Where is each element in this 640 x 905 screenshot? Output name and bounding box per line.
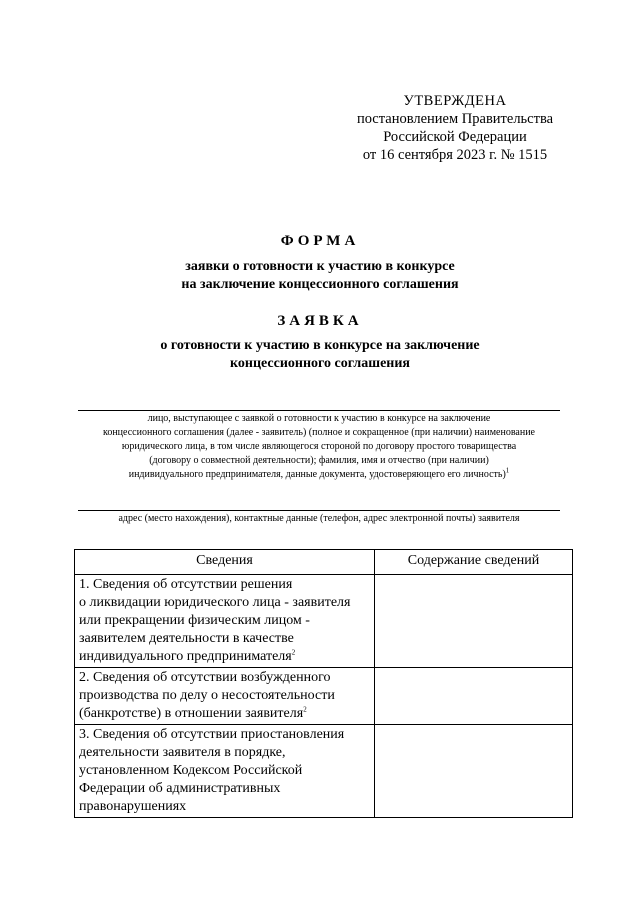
- application-subtitle: [60, 337, 580, 373]
- caption-line: лицо, выступающее с заявкой о готовности к участию в конкурсе на заключение: [147, 413, 491, 424]
- form-subtitle: [60, 258, 580, 294]
- caption-line: (договору о совместной деятельности); фамилия, имя и отчество (при наличии): [149, 455, 489, 466]
- address-field-caption: адрес (место нахождения), контактные данные (телефон, адрес электронной почты) заявителя: [118, 513, 520, 524]
- form-title: ФОРМА: [280, 233, 360, 249]
- caption-line: концессионного соглашения (далее - заявитель) (полное и сокращенное (при наличии) наименование: [102, 427, 535, 438]
- address-field-line[interactable]: [78, 510, 560, 511]
- table-row: [75, 725, 573, 818]
- caption-line: индивидуального предпринимателя, данные документа, удостоверяющего его личность)$^1$: [128, 466, 510, 480]
- information-table: [74, 549, 573, 818]
- applicant-field-line[interactable]: [78, 410, 560, 411]
- table-cell-content[interactable]: [375, 575, 573, 668]
- approval-title: УТВЕРЖДЕНА: [403, 93, 507, 109]
- approval-line: от 16 сентября 2023 г. № 1515: [362, 147, 548, 163]
- table-cell-info: 1. Сведения об отсутствии решения о ликвидации юридического лица - заявителя или прекращении физическим лицом - заявителем деятельности в качестве индивидуального предпринимателя$^2$: [75, 575, 375, 668]
- table-row: [75, 668, 573, 725]
- table-header-cell: Сведения: [75, 550, 375, 575]
- caption-line: юридического лица, в том числе являющегося стороной по договору простого товарищества: [121, 441, 517, 452]
- approval-line: постановлением Правительства: [356, 111, 554, 127]
- footnote-ref: 1: [505, 466, 510, 475]
- approval-line: Российской Федерации: [383, 129, 527, 145]
- table-row: [75, 575, 573, 668]
- table-cell-info: 2. Сведения об отсутствии возбужденного производства по делу о несостоятельности (банкротстве) в отношении заявителя$^2$: [75, 668, 375, 725]
- form-subtitle-line: на заключение концессионного соглашения: [181, 277, 459, 292]
- table-cell-content[interactable]: [375, 725, 573, 818]
- footnote-ref: 2: [303, 705, 307, 714]
- application-subtitle-line: концессионного соглашения: [230, 356, 410, 371]
- application-title: ЗАЯВКА: [277, 313, 363, 329]
- approval-block: [330, 92, 580, 164]
- applicant-field-caption: [78, 412, 560, 482]
- table-cell-content[interactable]: [375, 668, 573, 725]
- footnote-ref: 2: [291, 648, 296, 657]
- table-header-row: [75, 550, 573, 575]
- application-subtitle-line: о готовности к участию в конкурсе на заключение: [160, 338, 480, 353]
- form-subtitle-line: заявки о готовности к участию в конкурсе: [185, 259, 455, 274]
- table-header-cell: Содержание сведений: [375, 550, 573, 575]
- table-cell-info: 3. Сведения об отсутствии приостановления деятельности заявителя в порядке, установленном Кодексом Российской Федерации об административных правонарушениях: [75, 725, 375, 818]
